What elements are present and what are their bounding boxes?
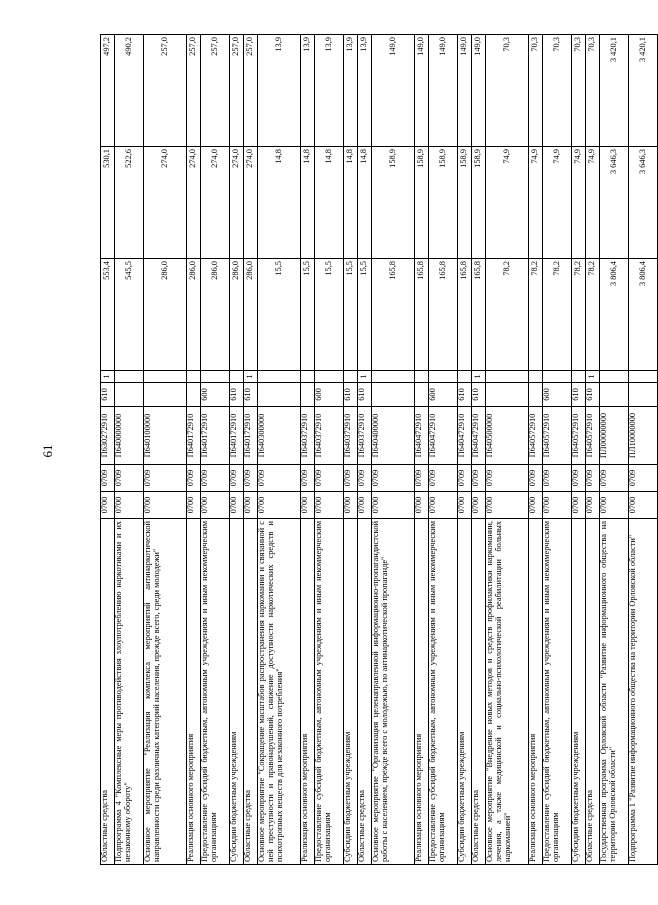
amount-year-3: 149,0	[472, 35, 486, 147]
amount-year-2: 74,9	[486, 147, 529, 259]
table-row	[358, 35, 372, 865]
subsection-code: 0709	[572, 465, 586, 492]
subsection-code: 0709	[458, 465, 472, 492]
amount-year-1: 165,8	[415, 259, 429, 371]
section-code: 0700	[244, 492, 258, 519]
subsection-code: 0709	[600, 465, 629, 492]
target-article-code: П640172910	[244, 407, 258, 465]
amount-year-2: 274,0	[230, 147, 244, 259]
row-name: Основное мероприятие "Внедрение новых методов и средств профилактики наркомании, лечения, а также медицинской и социально-психологической реабилитации больных наркоманией"	[486, 519, 529, 865]
expense-type-code: 610	[472, 383, 486, 407]
section-code: 0700	[429, 492, 458, 519]
amount-year-2: 74,9	[543, 147, 572, 259]
subsection-code: 0709	[315, 465, 344, 492]
amount-year-1: 165,8	[458, 259, 472, 371]
source-code	[144, 371, 187, 383]
section-code: 0700	[472, 492, 486, 519]
section-code: 0700	[358, 492, 372, 519]
amount-year-3: 70,3	[529, 35, 543, 147]
section-code: 0700	[201, 492, 230, 519]
expense-type-code	[629, 383, 658, 407]
expense-type-code: 600	[429, 383, 458, 407]
expense-type-code	[144, 383, 187, 407]
table-row	[586, 35, 600, 865]
amount-year-1: 15,5	[258, 259, 301, 371]
amount-year-1: 15,5	[344, 259, 358, 371]
row-name: Субсидии бюджетным учреждениям	[344, 519, 358, 865]
expense-type-code	[301, 383, 315, 407]
row-name: Субсидии бюджетным учреждениям	[458, 519, 472, 865]
section-code: 0700	[258, 492, 301, 519]
target-article-code: П640100000	[144, 407, 187, 465]
section-code: 0700	[187, 492, 201, 519]
amount-year-2: 74,9	[586, 147, 600, 259]
amount-year-1: 78,2	[486, 259, 529, 371]
expense-type-code	[600, 383, 629, 407]
subsection-code: 0709	[372, 465, 415, 492]
expense-type-code	[486, 383, 529, 407]
target-article-code: П640372910	[301, 407, 315, 465]
amount-year-2: 158,9	[458, 147, 472, 259]
row-name: Областные средства	[586, 519, 600, 865]
amount-year-3: 70,3	[572, 35, 586, 147]
target-article-code: П640572910	[529, 407, 543, 465]
amount-year-3: 149,0	[458, 35, 472, 147]
amount-year-1: 165,8	[372, 259, 415, 371]
subsection-code: 0709	[201, 465, 230, 492]
table-row	[201, 35, 230, 865]
table-row	[244, 35, 258, 865]
target-article-code: ПЛ10000000	[629, 407, 658, 465]
amount-year-3: 257,0	[144, 35, 187, 147]
amount-year-3: 149,0	[415, 35, 429, 147]
amount-year-1: 553,4	[101, 259, 115, 371]
expense-type-code: 610	[101, 383, 115, 407]
target-article-code: П640572910	[586, 407, 600, 465]
amount-year-1: 286,0	[187, 259, 201, 371]
amount-year-3: 13,9	[344, 35, 358, 147]
expense-type-code	[372, 383, 415, 407]
section-code: 0700	[344, 492, 358, 519]
rotated-table-wrapper	[100, 35, 647, 865]
source-code: 1	[358, 371, 372, 383]
table-row	[458, 35, 472, 865]
amount-year-3: 13,9	[258, 35, 301, 147]
table-row	[429, 35, 458, 865]
source-code	[115, 371, 144, 383]
amount-year-2: 74,9	[529, 147, 543, 259]
target-article-code: П640472910	[429, 407, 458, 465]
expense-type-code: 610	[344, 383, 358, 407]
target-article-code: П640172910	[230, 407, 244, 465]
target-article-code: П640572910	[543, 407, 572, 465]
expense-type-code: 610	[244, 383, 258, 407]
amount-year-1: 286,0	[144, 259, 187, 371]
amount-year-2: 3 646,3	[629, 147, 658, 259]
amount-year-3: 13,9	[358, 35, 372, 147]
subsection-code: 0709	[472, 465, 486, 492]
row-name: Основное мероприятие "Реализация комплекса мероприятий антинаркотической направленности среди различных категорий населения, прежде всего, среди молодежи"	[144, 519, 187, 865]
table-row	[187, 35, 201, 865]
subsection-code: 0709	[543, 465, 572, 492]
subsection-code: 0709	[301, 465, 315, 492]
source-code	[187, 371, 201, 383]
amount-year-3: 3 420,1	[600, 35, 629, 147]
expense-type-code: 610	[358, 383, 372, 407]
amount-year-3: 70,3	[586, 35, 600, 147]
target-article-code: П640500000	[486, 407, 529, 465]
source-code	[572, 371, 586, 383]
subsection-code: 0709	[344, 465, 358, 492]
source-code	[486, 371, 529, 383]
row-name: Предоставление субсидий бюджетным, автономным учреждениям и иным некоммерческим организациям	[201, 519, 230, 865]
row-name: Реализация основного мероприятия	[529, 519, 543, 865]
amount-year-1: 78,2	[543, 259, 572, 371]
amount-year-3: 3 420,1	[629, 35, 658, 147]
amount-year-2: 274,0	[244, 147, 258, 259]
row-name: Областные средства	[101, 519, 115, 865]
amount-year-1: 78,2	[572, 259, 586, 371]
target-article-code: П640300000	[258, 407, 301, 465]
row-name: Предоставление субсидий бюджетным, автономным учреждениям и иным некоммерческим организациям	[315, 519, 344, 865]
amount-year-2: 158,9	[415, 147, 429, 259]
source-code: 1	[472, 371, 486, 383]
source-code	[543, 371, 572, 383]
source-code	[429, 371, 458, 383]
amount-year-3: 257,0	[244, 35, 258, 147]
amount-year-2: 14,8	[258, 147, 301, 259]
target-article-code: П640472910	[458, 407, 472, 465]
subsection-code: 0709	[486, 465, 529, 492]
amount-year-1: 3 806,4	[629, 259, 658, 371]
section-code: 0700	[486, 492, 529, 519]
table-row	[600, 35, 629, 865]
amount-year-2: 522,6	[115, 147, 144, 259]
expense-type-code: 610	[458, 383, 472, 407]
amount-year-3: 13,9	[315, 35, 344, 147]
section-code: 0700	[586, 492, 600, 519]
table-row	[258, 35, 301, 865]
row-name: Предоставление субсидий бюджетным, автономным учреждениям и иным некоммерческим организациям	[543, 519, 572, 865]
amount-year-3: 70,3	[486, 35, 529, 147]
amount-year-1: 165,8	[429, 259, 458, 371]
amount-year-1: 165,8	[472, 259, 486, 371]
table-row	[101, 35, 115, 865]
target-article-code: П640172910	[201, 407, 230, 465]
table-row	[315, 35, 344, 865]
source-code	[415, 371, 429, 383]
row-name: Основное мероприятие "Сокращение масштабов распространения наркомании и связанной с ней преступности и правонарушений, снижение доступности наркотических средств и психотропных веществ для незаконного потребления"	[258, 519, 301, 865]
row-name: Областные средства	[244, 519, 258, 865]
target-article-code: П640372910	[358, 407, 372, 465]
section-code: 0700	[600, 492, 629, 519]
row-name: Реализация основного мероприятия	[301, 519, 315, 865]
target-article-code: ПЛ00000000	[600, 407, 629, 465]
table-row	[543, 35, 572, 865]
subsection-code: 0709	[187, 465, 201, 492]
row-name: Подпрограмма 4 "Комплексные меры противодействия злоупотреблению наркотиками и их незаконному обороту"	[115, 519, 144, 865]
section-code: 0700	[115, 492, 144, 519]
expense-type-code	[187, 383, 201, 407]
amount-year-3: 13,9	[301, 35, 315, 147]
amount-year-2: 274,0	[187, 147, 201, 259]
source-code	[629, 371, 658, 383]
budget-table	[100, 34, 658, 865]
subsection-code: 0709	[258, 465, 301, 492]
table-row	[301, 35, 315, 865]
amount-year-2: 14,8	[301, 147, 315, 259]
expense-type-code	[529, 383, 543, 407]
section-code: 0700	[144, 492, 187, 519]
row-name: Реализация основного мероприятия	[187, 519, 201, 865]
expense-type-code	[258, 383, 301, 407]
table-body	[101, 35, 658, 865]
expense-type-code: 610	[230, 383, 244, 407]
subsection-code: 0709	[230, 465, 244, 492]
source-code	[458, 371, 472, 383]
amount-year-2: 158,9	[372, 147, 415, 259]
source-code	[600, 371, 629, 383]
section-code: 0700	[458, 492, 472, 519]
row-name: Областные средства	[358, 519, 372, 865]
target-article-code: П630272910	[101, 407, 115, 465]
section-code: 0700	[301, 492, 315, 519]
amount-year-3: 257,0	[201, 35, 230, 147]
row-name: Субсидии бюджетным учреждениям	[572, 519, 586, 865]
table-row	[230, 35, 244, 865]
subsection-code: 0709	[101, 465, 115, 492]
subsection-code: 0709	[358, 465, 372, 492]
source-code	[344, 371, 358, 383]
section-code: 0700	[230, 492, 244, 519]
source-code	[201, 371, 230, 383]
row-name: Подпрограмма 1 "Развитие информационного общества на территории Орловской области"	[629, 519, 658, 865]
table-row	[144, 35, 187, 865]
amount-year-2: 158,9	[429, 147, 458, 259]
section-code: 0700	[315, 492, 344, 519]
amount-year-2: 14,8	[358, 147, 372, 259]
amount-year-2: 3 646,3	[600, 147, 629, 259]
subsection-code: 0709	[586, 465, 600, 492]
amount-year-1: 286,0	[201, 259, 230, 371]
row-name: Областные средства	[472, 519, 486, 865]
row-name: Предоставление субсидий бюджетным, автономным учреждениям и иным некоммерческим организациям	[429, 519, 458, 865]
amount-year-2: 74,9	[572, 147, 586, 259]
source-code	[372, 371, 415, 383]
source-code: 1	[244, 371, 258, 383]
subsection-code: 0709	[144, 465, 187, 492]
subsection-code: 0709	[529, 465, 543, 492]
source-code	[230, 371, 244, 383]
amount-year-2: 274,0	[201, 147, 230, 259]
amount-year-3: 257,0	[187, 35, 201, 147]
amount-year-3: 70,3	[543, 35, 572, 147]
section-code: 0700	[629, 492, 658, 519]
expense-type-code: 610	[586, 383, 600, 407]
amount-year-3: 490,2	[115, 35, 144, 147]
row-name: Субсидии бюджетным учреждениям	[230, 519, 244, 865]
source-code: 1	[586, 371, 600, 383]
section-code: 0700	[572, 492, 586, 519]
table-row	[472, 35, 486, 865]
amount-year-2: 14,8	[315, 147, 344, 259]
subsection-code: 0709	[415, 465, 429, 492]
amount-year-3: 149,0	[372, 35, 415, 147]
amount-year-1: 15,5	[315, 259, 344, 371]
row-name: Реализация основного мероприятия	[415, 519, 429, 865]
subsection-code: 0709	[629, 465, 658, 492]
amount-year-2: 158,9	[472, 147, 486, 259]
row-name: Государственная программа Орловской области "Развитие информационного общества на территории Орловской области"	[600, 519, 629, 865]
section-code: 0700	[415, 492, 429, 519]
target-article-code: П640000000	[115, 407, 144, 465]
amount-year-1: 286,0	[244, 259, 258, 371]
table-row	[529, 35, 543, 865]
subsection-code: 0709	[244, 465, 258, 492]
amount-year-1: 3 806,4	[600, 259, 629, 371]
target-article-code: П640572910	[572, 407, 586, 465]
source-code	[315, 371, 344, 383]
table-row	[629, 35, 658, 865]
table-row	[372, 35, 415, 865]
amount-year-1: 545,5	[115, 259, 144, 371]
target-article-code: П640472910	[472, 407, 486, 465]
expense-type-code: 600	[543, 383, 572, 407]
amount-year-1: 286,0	[230, 259, 244, 371]
amount-year-3: 257,0	[230, 35, 244, 147]
row-name: Основное мероприятие "Организация целенаправленной информационно-пропагандистской работы с населением, прежде всего с молодежью, по антинаркотической пропаганде"	[372, 519, 415, 865]
table-row	[115, 35, 144, 865]
expense-type-code: 600	[201, 383, 230, 407]
amount-year-2: 530,1	[101, 147, 115, 259]
expense-type-code	[415, 383, 429, 407]
target-article-code: П640372910	[315, 407, 344, 465]
page-number: 61	[40, 444, 55, 458]
table-row	[415, 35, 429, 865]
amount-year-1: 15,5	[301, 259, 315, 371]
amount-year-3: 149,0	[429, 35, 458, 147]
source-code	[258, 371, 301, 383]
table-row	[344, 35, 358, 865]
section-code: 0700	[529, 492, 543, 519]
target-article-code: П640172910	[187, 407, 201, 465]
section-code: 0700	[372, 492, 415, 519]
target-article-code: П640372910	[344, 407, 358, 465]
subsection-code: 0709	[429, 465, 458, 492]
amount-year-1: 15,5	[358, 259, 372, 371]
table-row	[572, 35, 586, 865]
expense-type-code	[115, 383, 144, 407]
target-article-code: П640472910	[415, 407, 429, 465]
source-code	[529, 371, 543, 383]
subsection-code: 0709	[115, 465, 144, 492]
source-code	[301, 371, 315, 383]
target-article-code: П640400000	[372, 407, 415, 465]
section-code: 0700	[543, 492, 572, 519]
source-code: 1	[101, 371, 115, 383]
amount-year-2: 274,0	[144, 147, 187, 259]
amount-year-1: 78,2	[529, 259, 543, 371]
amount-year-3: 497,2	[101, 35, 115, 147]
section-code: 0700	[101, 492, 115, 519]
expense-type-code: 610	[572, 383, 586, 407]
expense-type-code: 600	[315, 383, 344, 407]
amount-year-2: 14,8	[344, 147, 358, 259]
amount-year-1: 78,2	[586, 259, 600, 371]
table-row	[486, 35, 529, 865]
